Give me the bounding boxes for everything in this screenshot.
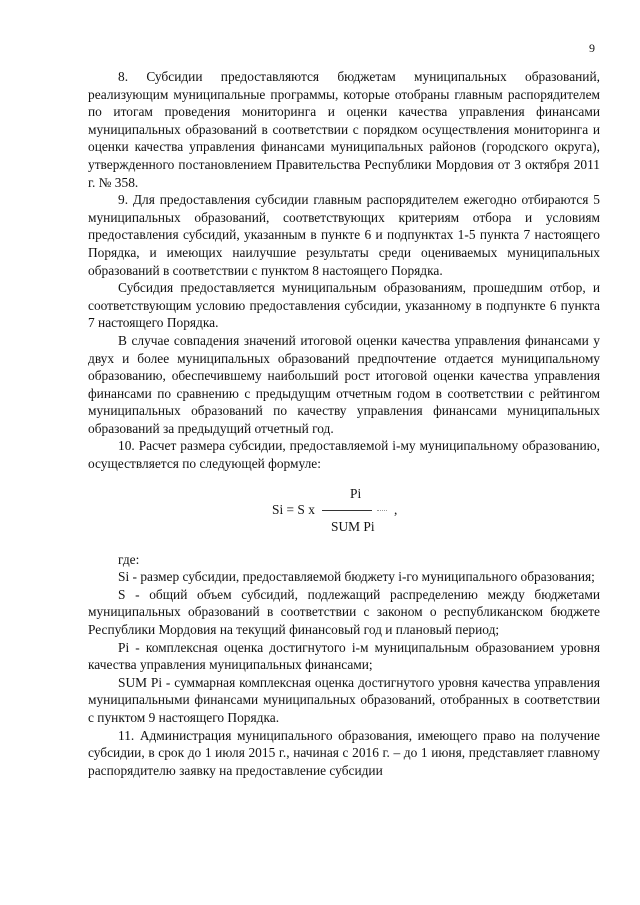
paragraph-subsidy-condition: Субсидия предоставляется муниципальным образованиям, прошедшим отбор, и соответствующим условию предоставления субсидии, указанному в подпункте 6 пункта 7 настоящего Порядка. (88, 280, 600, 331)
formula-comma: , (394, 501, 398, 517)
fraction-dots (377, 510, 387, 511)
paragraph-10: 10. Расчет размера субсидии, предоставляемой i-му муниципальному образованию, осуществляется по следующей формуле: (88, 438, 600, 472)
paragraph-11: 11. Администрация муниципального образования, имеющего право на получение субсидии, в срок до 1 июля 2015 г., начиная с 2016 г. – до 1 июня, представляет главному распорядителю заявку на предоставление субсидии (88, 727, 600, 778)
page-number: 9 (589, 41, 595, 55)
subsidy-formula (88, 485, 600, 543)
formula-lhs: Si = S x (272, 501, 315, 517)
fraction-bar (322, 510, 372, 511)
where-label: где: (118, 551, 140, 567)
paragraph-8: 8. Субсидии предоставляются бюджетам муниципальных образований, реализующим муниципальные программы, которые отобраны главным распорядителем по итогам проведения мониторинга и оценки качества управления финансами муниципальных образований в соответствии с порядком осуществления мониторинга и оценки качества управления финансами муниципальных районов (городского округа), утвержденного постановлением Правительства Республики Мордовия от 3 октября 2011 г. № 358. (88, 69, 600, 190)
document-body (88, 68, 600, 779)
definition-si: Si - размер субсидии, предоставляемой бюджету i-го муниципального образования; (118, 569, 595, 585)
formula-numerator: Pi (350, 485, 362, 501)
definition-s: S - общий объем субсидий, подлежащий распределению между бюджетами муниципальных образований в соответствии с законом о республиканском бюджете Республики Мордовия на текущий финансовый год и плановый период; (88, 586, 600, 638)
formula-denominator: SUM Pi (331, 518, 375, 534)
paragraph-9: 9. Для предоставления субсидии главным распорядителем ежегодно отбираются 5 муниципальных образований, соответствующих критериям отбора и условиям предоставления субсидий, указанным в пункте 6 и подпунктах 1-5 пункта 7 настоящего Порядка, и имеющих наилучшие результаты среди оцениваемых муниципальных образований в соответствии с пунктом 8 настоящего Порядка. (88, 192, 600, 278)
paragraph-tie-rule: В случае совпадения значений итоговой оценки качества управления финансами у двух и более муниципальных образований предпочтение отдается муниципальному образованию, обеспечившему наибольший рост итоговой оценки качества управления финансами по сравнению с предыдущим отчетным годом в соответствии с рейтингом муниципальных образований по качеству управления финансами муниципальных образований за предыдущий отчетный год. (88, 332, 600, 436)
definition-pi: Pi - комплексная оценка достигнутого i-м муниципальным образованием уровня качества управления муниципальных финансами; (88, 639, 600, 673)
definition-sum-pi: SUM Pi - суммарная комплексная оценка достигнутого уровня качества управления муниципальными финансами муниципальных образований, отобранных в соответствии с пунктом 9 настоящего Порядка. (88, 674, 600, 725)
